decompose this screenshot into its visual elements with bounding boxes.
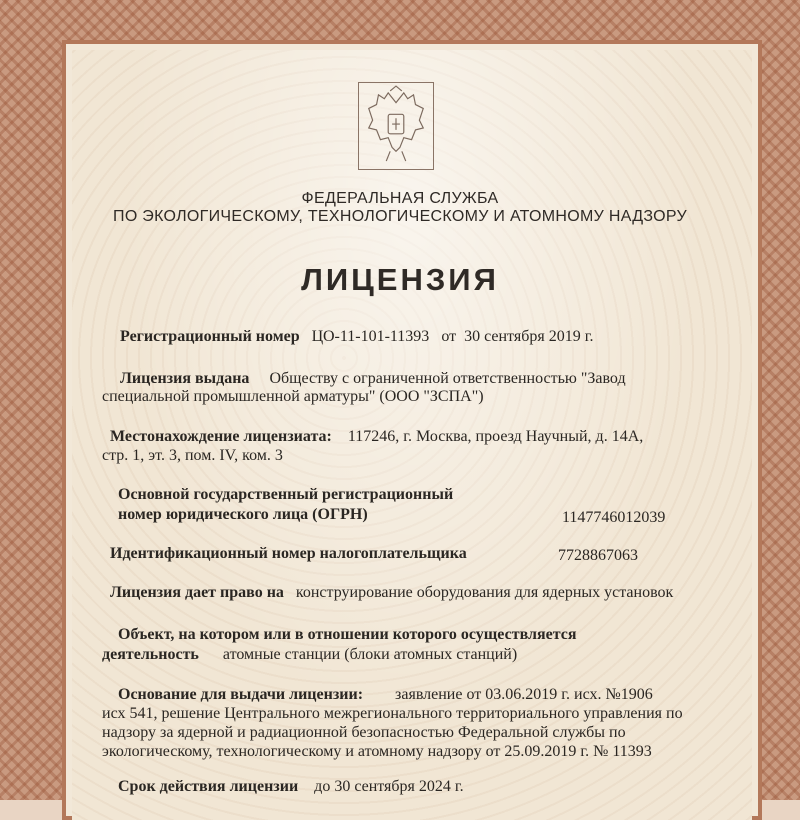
object-value: атомные станции (блоки атомных станций) bbox=[222, 646, 518, 663]
inn-label: Идентификационный номер налогоплательщика bbox=[110, 545, 467, 562]
ogrn-value: 1147746012039 bbox=[562, 509, 666, 526]
registration-date: 30 сентября 2019 г. bbox=[464, 328, 594, 345]
validity-row bbox=[118, 778, 464, 796]
coat-of-arms-emblem bbox=[358, 82, 434, 170]
issued-to-line-1: Обществу с ограниченной ответственностью "Завод bbox=[269, 370, 626, 387]
registration-row bbox=[120, 328, 593, 346]
registration-date-prefix: от bbox=[441, 328, 457, 345]
object-row bbox=[102, 646, 517, 664]
basis-line-1: заявление от 03.06.2019 г. исх. №1906 bbox=[395, 686, 653, 703]
basis-line-4: экологическому, технологическому и атомному надзору от 25.09.2019 г. № 11393 bbox=[102, 743, 652, 760]
location-line-1: 117246, г. Москва, проезд Научный, д. 14А, bbox=[347, 428, 644, 445]
double-headed-eagle-icon bbox=[359, 83, 433, 169]
agency-name-line-2: ПО ЭКОЛОГИЧЕСКОМУ, ТЕХНОЛОГИЧЕСКОМУ И АТОМНОМУ НАДЗОРУ bbox=[113, 208, 687, 225]
inn-value: 7728867063 bbox=[558, 547, 638, 564]
license-right-value: конструирование оборудования для ядерных установок bbox=[295, 584, 674, 601]
issued-to-label: Лицензия выдана bbox=[120, 370, 250, 387]
object-label-line-2: деятельность bbox=[102, 646, 199, 663]
license-right-row bbox=[110, 584, 673, 602]
issued-to-line-2: специальной промышленной арматуры" (ООО "ЗСПА") bbox=[102, 388, 484, 405]
basis-row bbox=[118, 686, 653, 704]
basis-line-3: надзору за ядерной и радиационной безопасностью Федеральной службы по bbox=[102, 724, 626, 741]
agency-name-line-1: ФЕДЕРАЛЬНАЯ СЛУЖБА bbox=[301, 190, 499, 207]
location-line-2: стр. 1, эт. 3, пом. IV, ком. 3 bbox=[102, 447, 283, 464]
license-right-label: Лицензия дает право на bbox=[110, 584, 284, 601]
basis-label: Основание для выдачи лицензии: bbox=[118, 686, 364, 703]
ogrn-label-line-2: номер юридического лица (ОГРН) bbox=[118, 506, 368, 523]
registration-number: ЦО-11-101-11393 bbox=[311, 328, 430, 345]
validity-value: до 30 сентября 2024 г. bbox=[314, 778, 464, 795]
document-title: ЛИЦЕНЗИЯ bbox=[301, 262, 499, 297]
issued-to-row bbox=[120, 370, 626, 388]
registration-label: Регистрационный номер bbox=[120, 328, 300, 345]
location-label: Местонахождение лицензиата: bbox=[110, 428, 332, 445]
validity-label: Срок действия лицензии bbox=[118, 778, 299, 795]
location-row bbox=[110, 428, 643, 446]
basis-line-2: исх 541, решение Центрального межрегионального территориального управления по bbox=[102, 705, 683, 722]
object-label-line-1: Объект, на котором или в отношении которого осуществляется bbox=[118, 626, 577, 643]
ogrn-label-line-1: Основной государственный регистрационный bbox=[118, 486, 454, 503]
